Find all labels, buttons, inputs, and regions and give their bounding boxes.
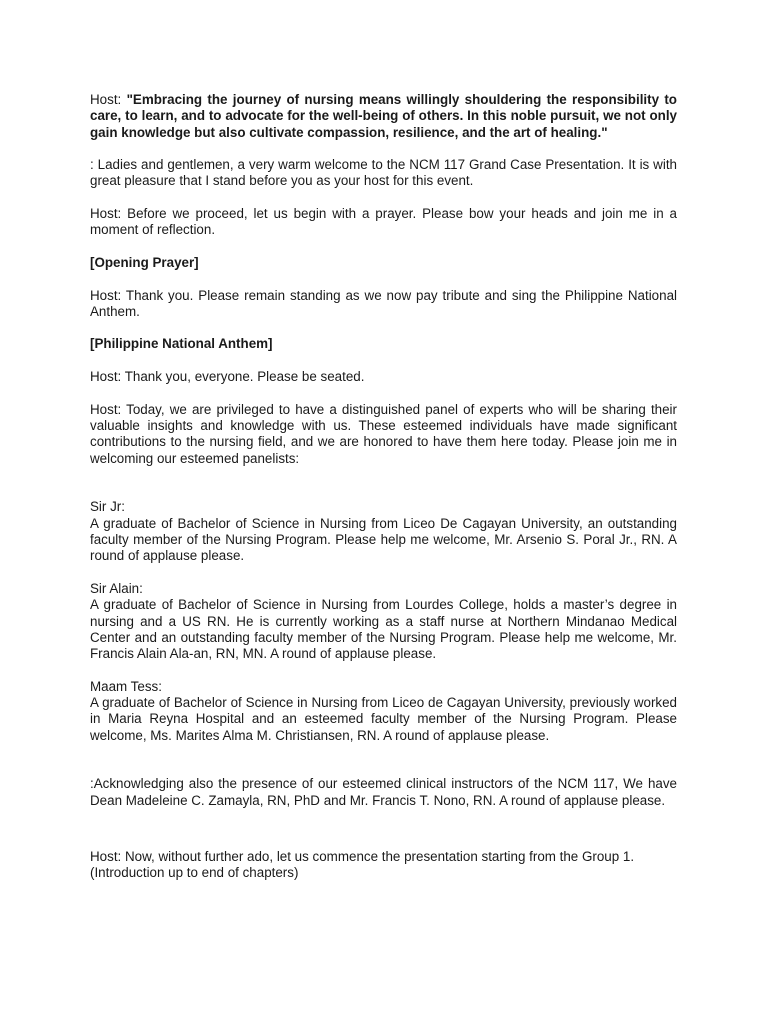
- intro-quote: "Embracing the journey of nursing means willingly shouldering the responsibility to care, to learn, and to advocate for the well-being of others. In this noble pursuit, we not only gain knowledge but also cultivate compassion, resilience, and the art of healing.": [90, 92, 677, 140]
- anthem-intro-paragraph: Host: Thank you. Please remain standing as we now pay tribute and sing the Philippine National Anthem.: [90, 287, 677, 319]
- document-body: [90, 92, 677, 882]
- prayer-intro-paragraph: Host: Before we proceed, let us begin with a prayer. Please bow your heads and join me in a moment of reflection.: [90, 206, 677, 238]
- instructors-paragraph: :Acknowledging also the presence of our esteemed clinical instructors of the NCM 117, We have Dean Madeleine C. Zamayla, RN, PhD and Mr. Francis T. Nono, RN. A round of applause please.: [90, 776, 677, 808]
- welcome-paragraph: : Ladies and gentlemen, a very warm welcome to the NCM 117 Grand Case Presentation. It is with great pleasure that I stand before you as your host for this event.: [90, 157, 677, 189]
- closing-note: (Introduction up to end of chapters): [90, 865, 299, 881]
- intro-quote-paragraph: [90, 92, 677, 141]
- panelist-bio: A graduate of Bachelor of Science in Nursing from Liceo De Cagayan University, an outstanding faculty member of the Nursing Program. Please help me welcome, Mr. Arsenio S. Poral Jr., RN. A round of applause please.: [90, 515, 677, 564]
- panelist-bio: A graduate of Bachelor of Science in Nursing from Liceo de Cagayan University, previously worked in Maria Reyna Hospital and an esteemed faculty member of the Nursing Program. Please welcome, Ms. Marites Alma M. Christiansen, RN. A round of applause please.: [90, 694, 677, 743]
- panelist-bio: A graduate of Bachelor of Science in Nursing from Lourdes College, holds a master’s degree in nursing and a US RN. He is currently working as a staff nurse at Northern Mindanao Medical Center and an outstanding faculty member of the Nursing Program. Please help me welcome, Mr. Francis Alain Ala-an, RN, MN. A round of applause please.: [90, 597, 677, 662]
- closing-paragraph: Host: Now, without further ado, let us commence the presentation starting from the Group 1.: [90, 849, 635, 865]
- panelist-name: Sir Jr:: [90, 499, 125, 515]
- panelist-name: Maam Tess:: [90, 678, 162, 694]
- opening-prayer-heading: [Opening Prayer]: [90, 254, 199, 270]
- panel-intro-paragraph: Host: Today, we are privileged to have a distinguished panel of experts who will be sharing their valuable insights and knowledge with us. These esteemed individuals have made significant contributions to the nursing field, and we are honored to have them here today. Please join me in welcoming our esteemed panelists:: [90, 401, 677, 466]
- intro-prefix: Host:: [90, 92, 127, 107]
- anthem-heading: [Philippine National Anthem]: [90, 336, 273, 352]
- seated-paragraph: Host: Thank you, everyone. Please be seated.: [90, 369, 365, 385]
- panelist-name: Sir Alain:: [90, 580, 143, 596]
